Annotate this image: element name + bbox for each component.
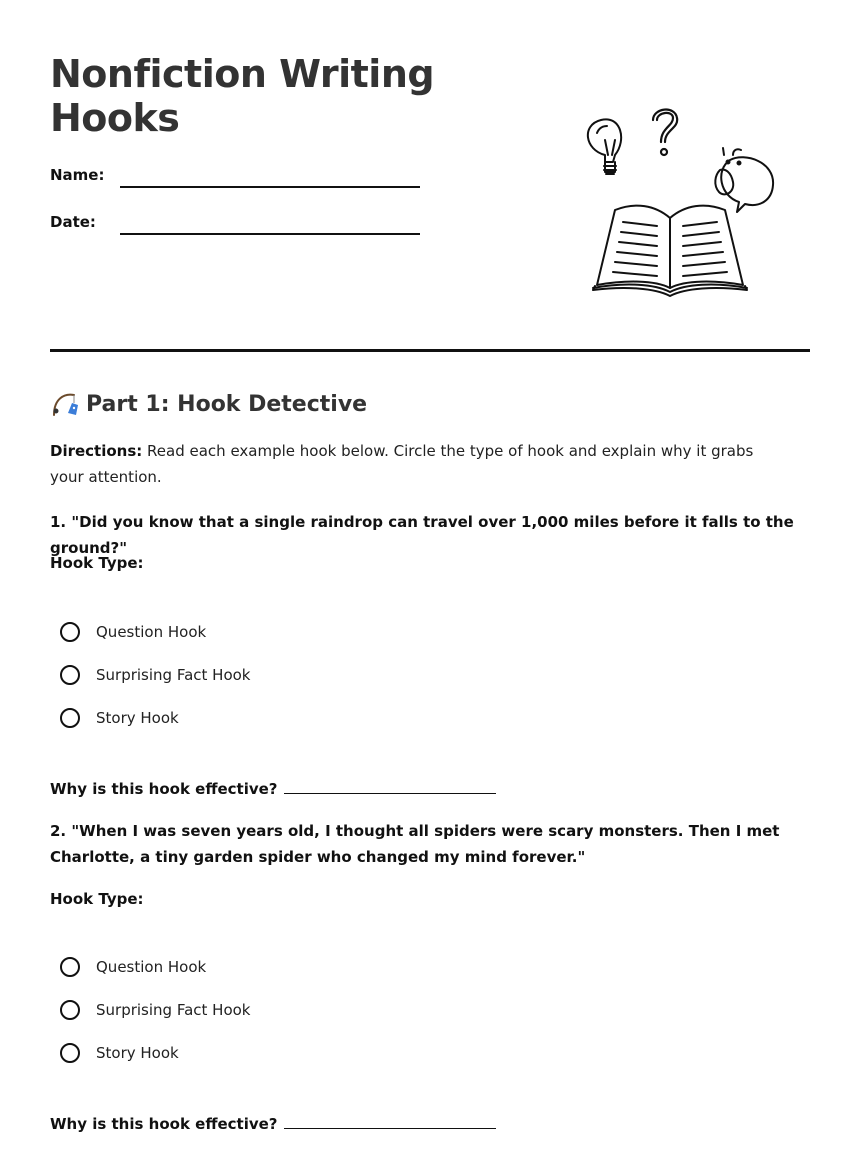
question-mark-icon [653, 110, 677, 155]
option-label: Surprising Fact Hook [96, 1001, 251, 1019]
question-2-hook-type-label: Hook Type: [50, 890, 144, 908]
question-2-option-story-hook[interactable] [60, 1040, 179, 1066]
name-label: Name: [50, 166, 105, 184]
option-label: Surprising Fact Hook [96, 666, 251, 684]
fishing-hook-icon [50, 389, 80, 419]
why-answer-line[interactable] [284, 793, 496, 794]
date-blank-line[interactable] [120, 233, 420, 235]
lightbulb-icon [588, 119, 621, 174]
option-label: Question Hook [96, 958, 207, 976]
part1-heading [50, 388, 367, 420]
header-illustration [575, 100, 785, 300]
section-divider [50, 349, 810, 352]
radio-circle[interactable] [60, 622, 80, 642]
question-2-option-surprising-fact-hook[interactable] [60, 997, 251, 1023]
radio-circle[interactable] [60, 665, 80, 685]
question-2-option-question-hook[interactable] [60, 954, 206, 980]
radio-circle[interactable] [60, 957, 80, 977]
option-label: Story Hook [96, 709, 179, 727]
question-2-why-row [50, 1111, 496, 1133]
why-label: Why is this hook effective? [50, 780, 278, 798]
option-label: Story Hook [96, 1044, 179, 1062]
question-1-option-story-hook[interactable] [60, 705, 179, 731]
why-label: Why is this hook effective? [50, 1115, 278, 1133]
directions-label: Directions: [50, 442, 143, 460]
question-1-option-question-hook[interactable] [60, 619, 206, 645]
question-1-text: 1. "Did you know that a single raindrop can travel over 1,000 miles before it falls to the ground?" [50, 513, 794, 557]
name-blank-line[interactable] [120, 186, 420, 188]
date-field [50, 213, 430, 243]
question-1-why-row [50, 776, 496, 798]
speech-bubble-icon [715, 148, 773, 212]
question-2-text: 2. "When I was seven years old, I thought all spiders were scary monsters. Then I met Charlotte, a tiny garden spider who changed my mind forever." [50, 822, 780, 866]
date-label: Date: [50, 213, 96, 231]
directions [50, 438, 780, 490]
name-field [50, 166, 430, 196]
radio-circle[interactable] [60, 1043, 80, 1063]
page-title: Nonfiction Writing Hooks [50, 52, 435, 140]
question-1-hook-type-label: Hook Type: [50, 554, 144, 572]
directions-text: Read each example hook below. Circle the type of hook and explain why it grabs your attention. [50, 442, 754, 486]
option-label: Question Hook [96, 623, 207, 641]
open-book-icon [593, 206, 747, 296]
why-answer-line[interactable] [284, 1128, 496, 1129]
radio-circle[interactable] [60, 708, 80, 728]
question-1-option-surprising-fact-hook[interactable] [60, 662, 251, 688]
radio-circle[interactable] [60, 1000, 80, 1020]
part1-title: Part 1: Hook Detective [86, 391, 368, 417]
